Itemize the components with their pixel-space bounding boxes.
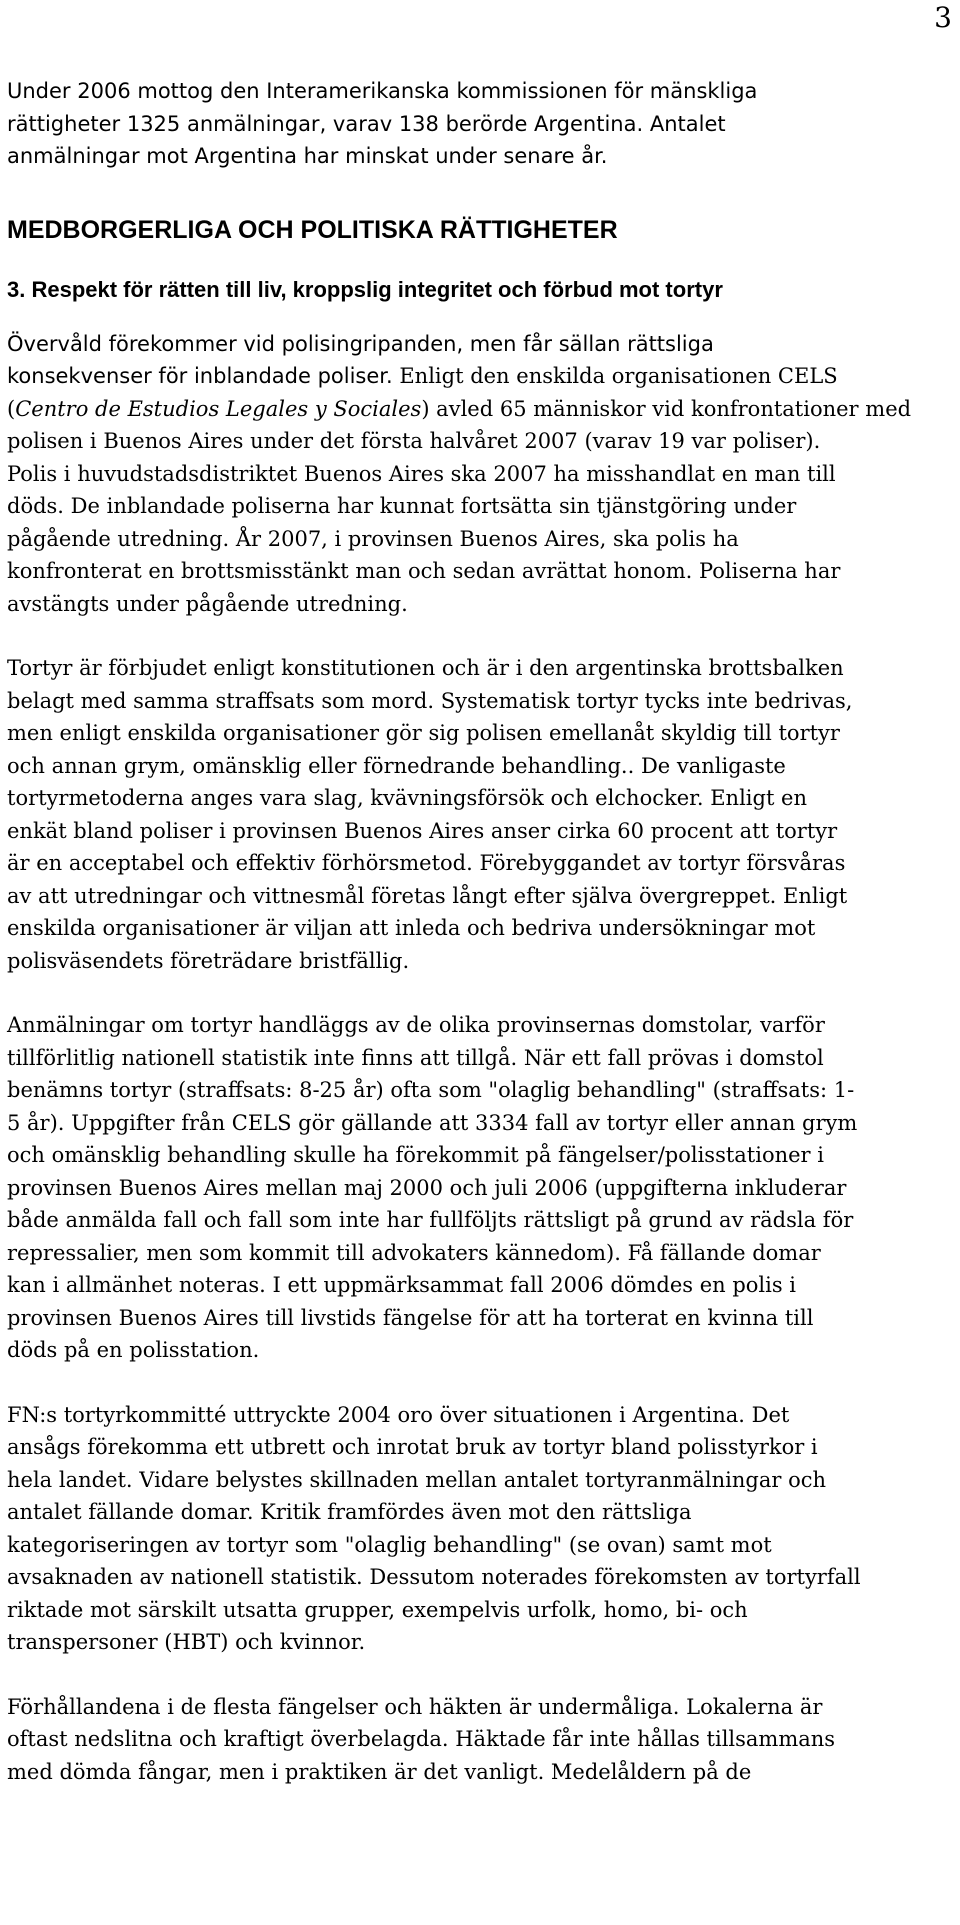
paragraph-torture-reports: Anmälningar om tortyr handläggs av de olika provinsernas domstolar, varför tillförlitlig nationell statistik inte finns att tillgå. När ett fall prövas i domstol benämns tortyr (straffsats: 8-25 år) ofta som "olaglig behandling" (straffsats: 1- 5 år). Uppgifter från CELS gör gällande att 3334 fall av tortyr eller annan grym och omänsklig behandling skulle ha förekommit på fängelser/polisstationer i provinsen Buenos Aires mellan maj 2000 och juli 2006 (uppgifterna inkluderar både anmälda fall och fall som inte har fullföljts rättsligt på grund av rädsla för repressalier, men som kommit till advokaters kännedom). Få fällande domar kan i allmänhet noteras. I ett uppmärksammat fall 2006 dömdes en polis i provinsen Buenos Aires till livstids fängelse för att ha torterat en kvinna till döds på en polisstation.	[7, 1013, 858, 1363]
paragraph-torture-law: Tortyr är förbjudet enligt konstitutionen och är i den argentinska brottsbalken belagt med samma straffsats som mord. Systematisk tortyr tycks inte bedrivas, men enligt enskilda organisationer gör sig polisen emellanåt skyldig till tortyr och annan grym, omänsklig eller förnedrande behandling.. De vanligaste tortyrmetoderna anges vara slag, kvävningsförsök och elchocker. Enligt en enkät bland poliser i provinsen Buenos Aires anser cirka 60 procent att tortyr är en acceptabel och effektiv förhörsmetod. Förebyggandet av tortyr försvåras av att utredningar och vittnesmål företas långt efter själva övergreppet. Enligt enskilda organisationer är viljan att inleda och bedriva undersökningar mot polisväsendets företrädare bristfällig.	[7, 656, 853, 973]
paragraph-prison-conditions: Förhållandena i de flesta fängelser och häkten är undermåliga. Lokalerna är oftast nedslitna och kraftigt överbelagda. Häktade får inte hållas tillsammans med dömda fångar, men i praktiken är det vanligt. Medelåldern på de	[7, 1694, 836, 1784]
intro-paragraph: Under 2006 mottog den Interamerikanska kommissionen för mänskliga rättigheter 1325 anmälningar, varav 138 berörde Argentina. Antalet anmälningar mot Argentina har minskat under senare år.	[7, 79, 758, 168]
paragraph-1-part-b: ) avled 65 människor vid konfrontationer med polisen i Buenos Aires under det första halvåret 2007 (varav 19 var poliser). Polis i huvudstadsdistriktet Buenos Aires ska 2007 ha misshandlat en man till döds. De inblandade poliserna har kunnat fortsätta sin tjänstgöring under pågående utredning. År 2007, i provinsen Buenos Aires, ska polis ha konfronterat en brottsmisstänkt man och sedan avrättat honom. Poliserna har avstängts under pågående utredning.	[7, 396, 912, 616]
subsection-heading: 3. Respekt för rätten till liv, kroppslig integritet och förbud mot tortyr	[7, 276, 723, 302]
page-number: 3	[934, 1, 952, 34]
paragraph-police-violence	[7, 328, 957, 621]
cels-organization-name: Centro de Estudios Legales y Sociales	[15, 396, 422, 421]
section-heading: MEDBORGERLIGA OCH POLITISKA RÄTTIGHETER	[7, 215, 618, 244]
document-body	[7, 75, 957, 1788]
paragraph-1-part-a: Enligt den enskilda organisationen CELS (	[7, 364, 838, 421]
paragraph-un-committee: FN:s tortyrkommitté uttryckte 2004 oro över situationen i Argentina. Det ansågs förekomma ett utbrett och inrotat bruk av tortyr bland polisstyrkor i hela landet. Vidare belystes skillnaden mellan antalet tortyranmälningar och antalet fällande domar. Kritik framfördes även mot den rättsliga kategoriseringen av tortyr som "olaglig behandling" (se ovan) samt mot avsaknaden av nationell statistik. Dessutom noterades förekomsten av tortyrfall riktade mot särskilt utsatta grupper, exempelvis urfolk, homo, bi- och transpersoner (HBT) och kvinnor.	[7, 1402, 861, 1655]
paragraph-1-sans-part: Övervåld förekommer vid polisingripanden, men får sällan rättsliga konsekvenser för inblandade poliser.	[7, 331, 714, 389]
